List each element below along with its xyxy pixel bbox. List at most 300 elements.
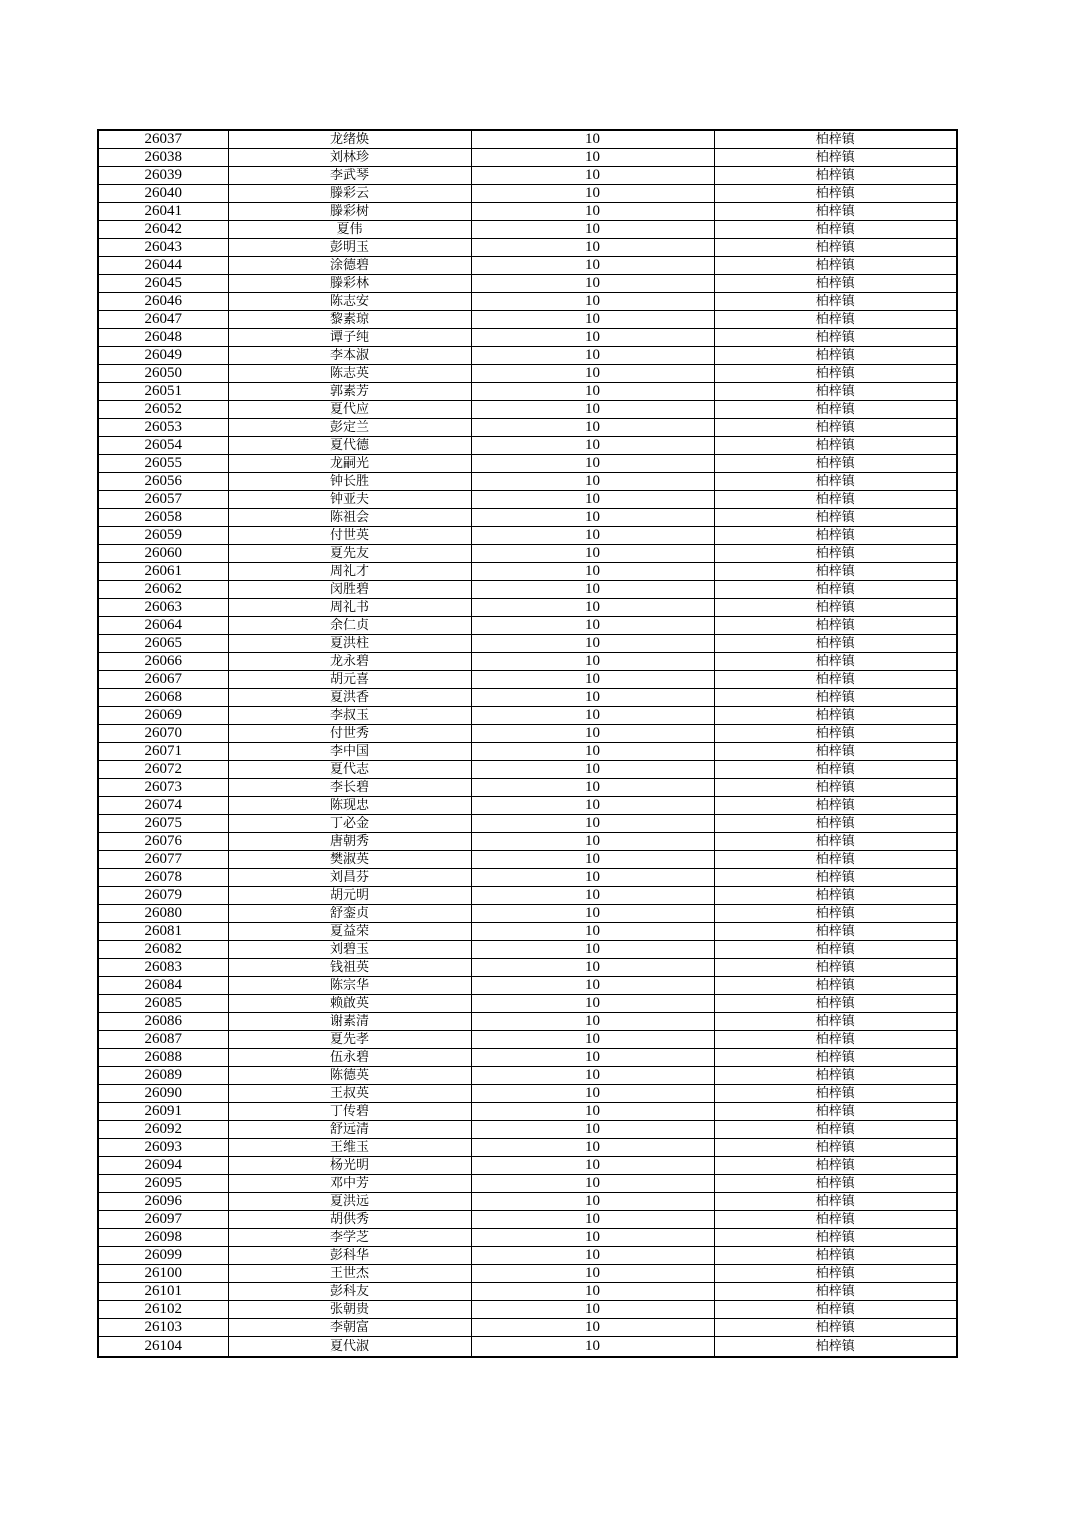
name-cell: 李本淑	[228, 347, 471, 365]
table-row	[98, 869, 957, 887]
amount-cell: 10	[471, 491, 714, 509]
row-number-cell: 26066	[98, 653, 228, 671]
row-number-cell: 26090	[98, 1085, 228, 1103]
town-cell: 柏梓镇	[714, 761, 957, 779]
name-cell: 闵胜碧	[228, 581, 471, 599]
table-row	[98, 130, 957, 149]
row-number-cell: 26101	[98, 1283, 228, 1301]
name-cell: 黎素琼	[228, 311, 471, 329]
table-row	[98, 761, 957, 779]
row-number-cell: 26085	[98, 995, 228, 1013]
name-cell: 夏先友	[228, 545, 471, 563]
name-cell: 夏代志	[228, 761, 471, 779]
row-number-cell: 26041	[98, 203, 228, 221]
amount-cell: 10	[471, 1337, 714, 1358]
table-row	[98, 365, 957, 383]
amount-cell: 10	[471, 905, 714, 923]
town-cell: 柏梓镇	[714, 275, 957, 293]
row-number-cell: 26045	[98, 275, 228, 293]
name-cell: 滕彩林	[228, 275, 471, 293]
amount-cell: 10	[471, 275, 714, 293]
name-cell: 郭素芳	[228, 383, 471, 401]
table-row	[98, 419, 957, 437]
row-number-cell: 26056	[98, 473, 228, 491]
amount-cell: 10	[471, 725, 714, 743]
table-row	[98, 671, 957, 689]
name-cell: 李叔玉	[228, 707, 471, 725]
name-cell: 伍永碧	[228, 1049, 471, 1067]
table-row	[98, 689, 957, 707]
amount-cell: 10	[471, 1157, 714, 1175]
amount-cell: 10	[471, 959, 714, 977]
amount-cell: 10	[471, 239, 714, 257]
amount-cell: 10	[471, 797, 714, 815]
name-cell: 胡供秀	[228, 1211, 471, 1229]
name-cell: 陈志安	[228, 293, 471, 311]
town-cell: 柏梓镇	[714, 473, 957, 491]
name-cell: 夏洪柱	[228, 635, 471, 653]
town-cell: 柏梓镇	[714, 617, 957, 635]
table-row	[98, 311, 957, 329]
row-number-cell: 26098	[98, 1229, 228, 1247]
name-cell: 樊淑英	[228, 851, 471, 869]
roster-table-body	[98, 130, 957, 1357]
name-cell: 陈现忠	[228, 797, 471, 815]
town-cell: 柏梓镇	[714, 833, 957, 851]
name-cell: 舒銮贞	[228, 905, 471, 923]
name-cell: 陈宗华	[228, 977, 471, 995]
town-cell: 柏梓镇	[714, 671, 957, 689]
row-number-cell: 26063	[98, 599, 228, 617]
town-cell: 柏梓镇	[714, 707, 957, 725]
town-cell: 柏梓镇	[714, 1031, 957, 1049]
name-cell: 付世秀	[228, 725, 471, 743]
amount-cell: 10	[471, 941, 714, 959]
row-number-cell: 26082	[98, 941, 228, 959]
town-cell: 柏梓镇	[714, 1211, 957, 1229]
amount-cell: 10	[471, 1229, 714, 1247]
town-cell: 柏梓镇	[714, 1157, 957, 1175]
amount-cell: 10	[471, 1301, 714, 1319]
amount-cell: 10	[471, 581, 714, 599]
amount-cell: 10	[471, 329, 714, 347]
row-number-cell: 26078	[98, 869, 228, 887]
table-row	[98, 437, 957, 455]
town-cell: 柏梓镇	[714, 1121, 957, 1139]
row-number-cell: 26069	[98, 707, 228, 725]
name-cell: 王叔英	[228, 1085, 471, 1103]
row-number-cell: 26070	[98, 725, 228, 743]
row-number-cell: 26038	[98, 149, 228, 167]
row-number-cell: 26042	[98, 221, 228, 239]
amount-cell: 10	[471, 527, 714, 545]
row-number-cell: 26092	[98, 1121, 228, 1139]
row-number-cell: 26064	[98, 617, 228, 635]
amount-cell: 10	[471, 1247, 714, 1265]
town-cell: 柏梓镇	[714, 383, 957, 401]
town-cell: 柏梓镇	[714, 527, 957, 545]
amount-cell: 10	[471, 1193, 714, 1211]
table-row	[98, 185, 957, 203]
table-row	[98, 1247, 957, 1265]
table-row	[98, 509, 957, 527]
table-row	[98, 1121, 957, 1139]
town-cell: 柏梓镇	[714, 743, 957, 761]
town-cell: 柏梓镇	[714, 1337, 957, 1358]
amount-cell: 10	[471, 401, 714, 419]
row-number-cell: 26039	[98, 167, 228, 185]
town-cell: 柏梓镇	[714, 149, 957, 167]
amount-cell: 10	[471, 545, 714, 563]
table-row	[98, 1049, 957, 1067]
amount-cell: 10	[471, 743, 714, 761]
name-cell: 余仁贞	[228, 617, 471, 635]
row-number-cell: 26046	[98, 293, 228, 311]
table-row	[98, 401, 957, 419]
amount-cell: 10	[471, 761, 714, 779]
name-cell: 付世英	[228, 527, 471, 545]
town-cell: 柏梓镇	[714, 257, 957, 275]
row-number-cell: 26071	[98, 743, 228, 761]
amount-cell: 10	[471, 419, 714, 437]
town-cell: 柏梓镇	[714, 959, 957, 977]
name-cell: 夏伟	[228, 221, 471, 239]
table-row	[98, 239, 957, 257]
amount-cell: 10	[471, 365, 714, 383]
town-cell: 柏梓镇	[714, 977, 957, 995]
row-number-cell: 26094	[98, 1157, 228, 1175]
row-number-cell: 26075	[98, 815, 228, 833]
amount-cell: 10	[471, 311, 714, 329]
amount-cell: 10	[471, 689, 714, 707]
amount-cell: 10	[471, 149, 714, 167]
table-row	[98, 833, 957, 851]
name-cell: 李学芝	[228, 1229, 471, 1247]
name-cell: 彭定兰	[228, 419, 471, 437]
name-cell: 唐朝秀	[228, 833, 471, 851]
table-row	[98, 1175, 957, 1193]
amount-cell: 10	[471, 815, 714, 833]
row-number-cell: 26095	[98, 1175, 228, 1193]
row-number-cell: 26074	[98, 797, 228, 815]
name-cell: 刘昌芬	[228, 869, 471, 887]
town-cell: 柏梓镇	[714, 797, 957, 815]
amount-cell: 10	[471, 509, 714, 527]
table-row	[98, 329, 957, 347]
town-cell: 柏梓镇	[714, 311, 957, 329]
town-cell: 柏梓镇	[714, 221, 957, 239]
name-cell: 张朝贵	[228, 1301, 471, 1319]
amount-cell: 10	[471, 293, 714, 311]
town-cell: 柏梓镇	[714, 725, 957, 743]
name-cell: 钟长胜	[228, 473, 471, 491]
amount-cell: 10	[471, 455, 714, 473]
table-row	[98, 275, 957, 293]
table-row	[98, 1319, 957, 1337]
amount-cell: 10	[471, 1121, 714, 1139]
name-cell: 彭科华	[228, 1247, 471, 1265]
town-cell: 柏梓镇	[714, 347, 957, 365]
amount-cell: 10	[471, 1139, 714, 1157]
row-number-cell: 26040	[98, 185, 228, 203]
amount-cell: 10	[471, 167, 714, 185]
amount-cell: 10	[471, 257, 714, 275]
amount-cell: 10	[471, 1085, 714, 1103]
name-cell: 陈志英	[228, 365, 471, 383]
table-row	[98, 203, 957, 221]
name-cell: 彭明玉	[228, 239, 471, 257]
table-row	[98, 959, 957, 977]
row-number-cell: 26089	[98, 1067, 228, 1085]
amount-cell: 10	[471, 1175, 714, 1193]
town-cell: 柏梓镇	[714, 167, 957, 185]
row-number-cell: 26097	[98, 1211, 228, 1229]
table-row	[98, 1013, 957, 1031]
name-cell: 胡元明	[228, 887, 471, 905]
town-cell: 柏梓镇	[714, 203, 957, 221]
town-cell: 柏梓镇	[714, 1175, 957, 1193]
amount-cell: 10	[471, 653, 714, 671]
row-number-cell: 26061	[98, 563, 228, 581]
amount-cell: 10	[471, 923, 714, 941]
table-row	[98, 545, 957, 563]
row-number-cell: 26044	[98, 257, 228, 275]
row-number-cell: 26080	[98, 905, 228, 923]
amount-cell: 10	[471, 221, 714, 239]
table-row	[98, 221, 957, 239]
row-number-cell: 26100	[98, 1265, 228, 1283]
table-row	[98, 941, 957, 959]
amount-cell: 10	[471, 887, 714, 905]
table-row	[98, 1139, 957, 1157]
row-number-cell: 26079	[98, 887, 228, 905]
table-row	[98, 887, 957, 905]
town-cell: 柏梓镇	[714, 1229, 957, 1247]
row-number-cell: 26037	[98, 130, 228, 149]
name-cell: 舒远清	[228, 1121, 471, 1139]
table-row	[98, 905, 957, 923]
amount-cell: 10	[471, 977, 714, 995]
table-row	[98, 1031, 957, 1049]
name-cell: 李武琴	[228, 167, 471, 185]
town-cell: 柏梓镇	[714, 130, 957, 149]
name-cell: 滕彩树	[228, 203, 471, 221]
name-cell: 刘碧玉	[228, 941, 471, 959]
town-cell: 柏梓镇	[714, 923, 957, 941]
amount-cell: 10	[471, 1031, 714, 1049]
amount-cell: 10	[471, 185, 714, 203]
amount-cell: 10	[471, 635, 714, 653]
name-cell: 陈祖会	[228, 509, 471, 527]
table-row	[98, 1103, 957, 1121]
town-cell: 柏梓镇	[714, 437, 957, 455]
town-cell: 柏梓镇	[714, 1085, 957, 1103]
name-cell: 李朝富	[228, 1319, 471, 1337]
table-row	[98, 527, 957, 545]
town-cell: 柏梓镇	[714, 851, 957, 869]
town-cell: 柏梓镇	[714, 1013, 957, 1031]
table-row	[98, 491, 957, 509]
row-number-cell: 26060	[98, 545, 228, 563]
amount-cell: 10	[471, 1049, 714, 1067]
row-number-cell: 26083	[98, 959, 228, 977]
table-row	[98, 455, 957, 473]
town-cell: 柏梓镇	[714, 653, 957, 671]
amount-cell: 10	[471, 437, 714, 455]
row-number-cell: 26058	[98, 509, 228, 527]
amount-cell: 10	[471, 383, 714, 401]
name-cell: 龙绪焕	[228, 130, 471, 149]
roster-table	[97, 129, 958, 1358]
name-cell: 谭子纯	[228, 329, 471, 347]
name-cell: 钟亚夫	[228, 491, 471, 509]
row-number-cell: 26087	[98, 1031, 228, 1049]
table-row	[98, 1193, 957, 1211]
row-number-cell: 26093	[98, 1139, 228, 1157]
town-cell: 柏梓镇	[714, 1247, 957, 1265]
table-row	[98, 149, 957, 167]
table-row	[98, 617, 957, 635]
row-number-cell: 26099	[98, 1247, 228, 1265]
table-row	[98, 1229, 957, 1247]
row-number-cell: 26051	[98, 383, 228, 401]
town-cell: 柏梓镇	[714, 941, 957, 959]
amount-cell: 10	[471, 1211, 714, 1229]
amount-cell: 10	[471, 599, 714, 617]
table-row	[98, 257, 957, 275]
row-number-cell: 26068	[98, 689, 228, 707]
town-cell: 柏梓镇	[714, 365, 957, 383]
table-row	[98, 473, 957, 491]
table-row	[98, 923, 957, 941]
name-cell: 夏洪远	[228, 1193, 471, 1211]
amount-cell: 10	[471, 869, 714, 887]
town-cell: 柏梓镇	[714, 689, 957, 707]
table-row	[98, 815, 957, 833]
row-number-cell: 26054	[98, 437, 228, 455]
name-cell: 丁传碧	[228, 1103, 471, 1121]
amount-cell: 10	[471, 617, 714, 635]
amount-cell: 10	[471, 130, 714, 149]
town-cell: 柏梓镇	[714, 1265, 957, 1283]
town-cell: 柏梓镇	[714, 563, 957, 581]
town-cell: 柏梓镇	[714, 887, 957, 905]
name-cell: 涂德碧	[228, 257, 471, 275]
town-cell: 柏梓镇	[714, 1139, 957, 1157]
town-cell: 柏梓镇	[714, 1049, 957, 1067]
row-number-cell: 26057	[98, 491, 228, 509]
town-cell: 柏梓镇	[714, 1283, 957, 1301]
name-cell: 夏代淑	[228, 1337, 471, 1358]
name-cell: 夏代应	[228, 401, 471, 419]
table-row	[98, 635, 957, 653]
name-cell: 赖啟英	[228, 995, 471, 1013]
row-number-cell: 26073	[98, 779, 228, 797]
name-cell: 周礼书	[228, 599, 471, 617]
name-cell: 李长碧	[228, 779, 471, 797]
table-row	[98, 167, 957, 185]
table-row	[98, 1265, 957, 1283]
name-cell: 陈德英	[228, 1067, 471, 1085]
name-cell: 夏益荣	[228, 923, 471, 941]
name-cell: 夏先孝	[228, 1031, 471, 1049]
row-number-cell: 26077	[98, 851, 228, 869]
table-row	[98, 1337, 957, 1358]
table-row	[98, 797, 957, 815]
name-cell: 邓中芳	[228, 1175, 471, 1193]
table-row	[98, 851, 957, 869]
amount-cell: 10	[471, 671, 714, 689]
town-cell: 柏梓镇	[714, 995, 957, 1013]
table-row	[98, 1067, 957, 1085]
table-row	[98, 977, 957, 995]
row-number-cell: 26103	[98, 1319, 228, 1337]
town-cell: 柏梓镇	[714, 1067, 957, 1085]
town-cell: 柏梓镇	[714, 581, 957, 599]
town-cell: 柏梓镇	[714, 185, 957, 203]
table-row	[98, 563, 957, 581]
name-cell: 滕彩云	[228, 185, 471, 203]
amount-cell: 10	[471, 1013, 714, 1031]
amount-cell: 10	[471, 779, 714, 797]
name-cell: 彭科友	[228, 1283, 471, 1301]
town-cell: 柏梓镇	[714, 869, 957, 887]
row-number-cell: 26048	[98, 329, 228, 347]
row-number-cell: 26088	[98, 1049, 228, 1067]
town-cell: 柏梓镇	[714, 779, 957, 797]
amount-cell: 10	[471, 203, 714, 221]
amount-cell: 10	[471, 1319, 714, 1337]
row-number-cell: 26053	[98, 419, 228, 437]
table-row	[98, 725, 957, 743]
town-cell: 柏梓镇	[714, 239, 957, 257]
table-row	[98, 653, 957, 671]
name-cell: 夏代德	[228, 437, 471, 455]
row-number-cell: 26067	[98, 671, 228, 689]
table-row	[98, 383, 957, 401]
town-cell: 柏梓镇	[714, 329, 957, 347]
row-number-cell: 26096	[98, 1193, 228, 1211]
table-row	[98, 581, 957, 599]
table-row	[98, 707, 957, 725]
row-number-cell: 26072	[98, 761, 228, 779]
amount-cell: 10	[471, 1265, 714, 1283]
table-row	[98, 1157, 957, 1175]
amount-cell: 10	[471, 473, 714, 491]
town-cell: 柏梓镇	[714, 293, 957, 311]
name-cell: 丁必金	[228, 815, 471, 833]
name-cell: 王维玉	[228, 1139, 471, 1157]
name-cell: 龙嗣光	[228, 455, 471, 473]
town-cell: 柏梓镇	[714, 401, 957, 419]
amount-cell: 10	[471, 707, 714, 725]
name-cell: 刘林珍	[228, 149, 471, 167]
amount-cell: 10	[471, 851, 714, 869]
row-number-cell: 26055	[98, 455, 228, 473]
row-number-cell: 26086	[98, 1013, 228, 1031]
town-cell: 柏梓镇	[714, 635, 957, 653]
row-number-cell: 26047	[98, 311, 228, 329]
amount-cell: 10	[471, 563, 714, 581]
row-number-cell: 26102	[98, 1301, 228, 1319]
table-row	[98, 779, 957, 797]
town-cell: 柏梓镇	[714, 1193, 957, 1211]
town-cell: 柏梓镇	[714, 905, 957, 923]
town-cell: 柏梓镇	[714, 419, 957, 437]
row-number-cell: 26076	[98, 833, 228, 851]
amount-cell: 10	[471, 995, 714, 1013]
table-row	[98, 293, 957, 311]
